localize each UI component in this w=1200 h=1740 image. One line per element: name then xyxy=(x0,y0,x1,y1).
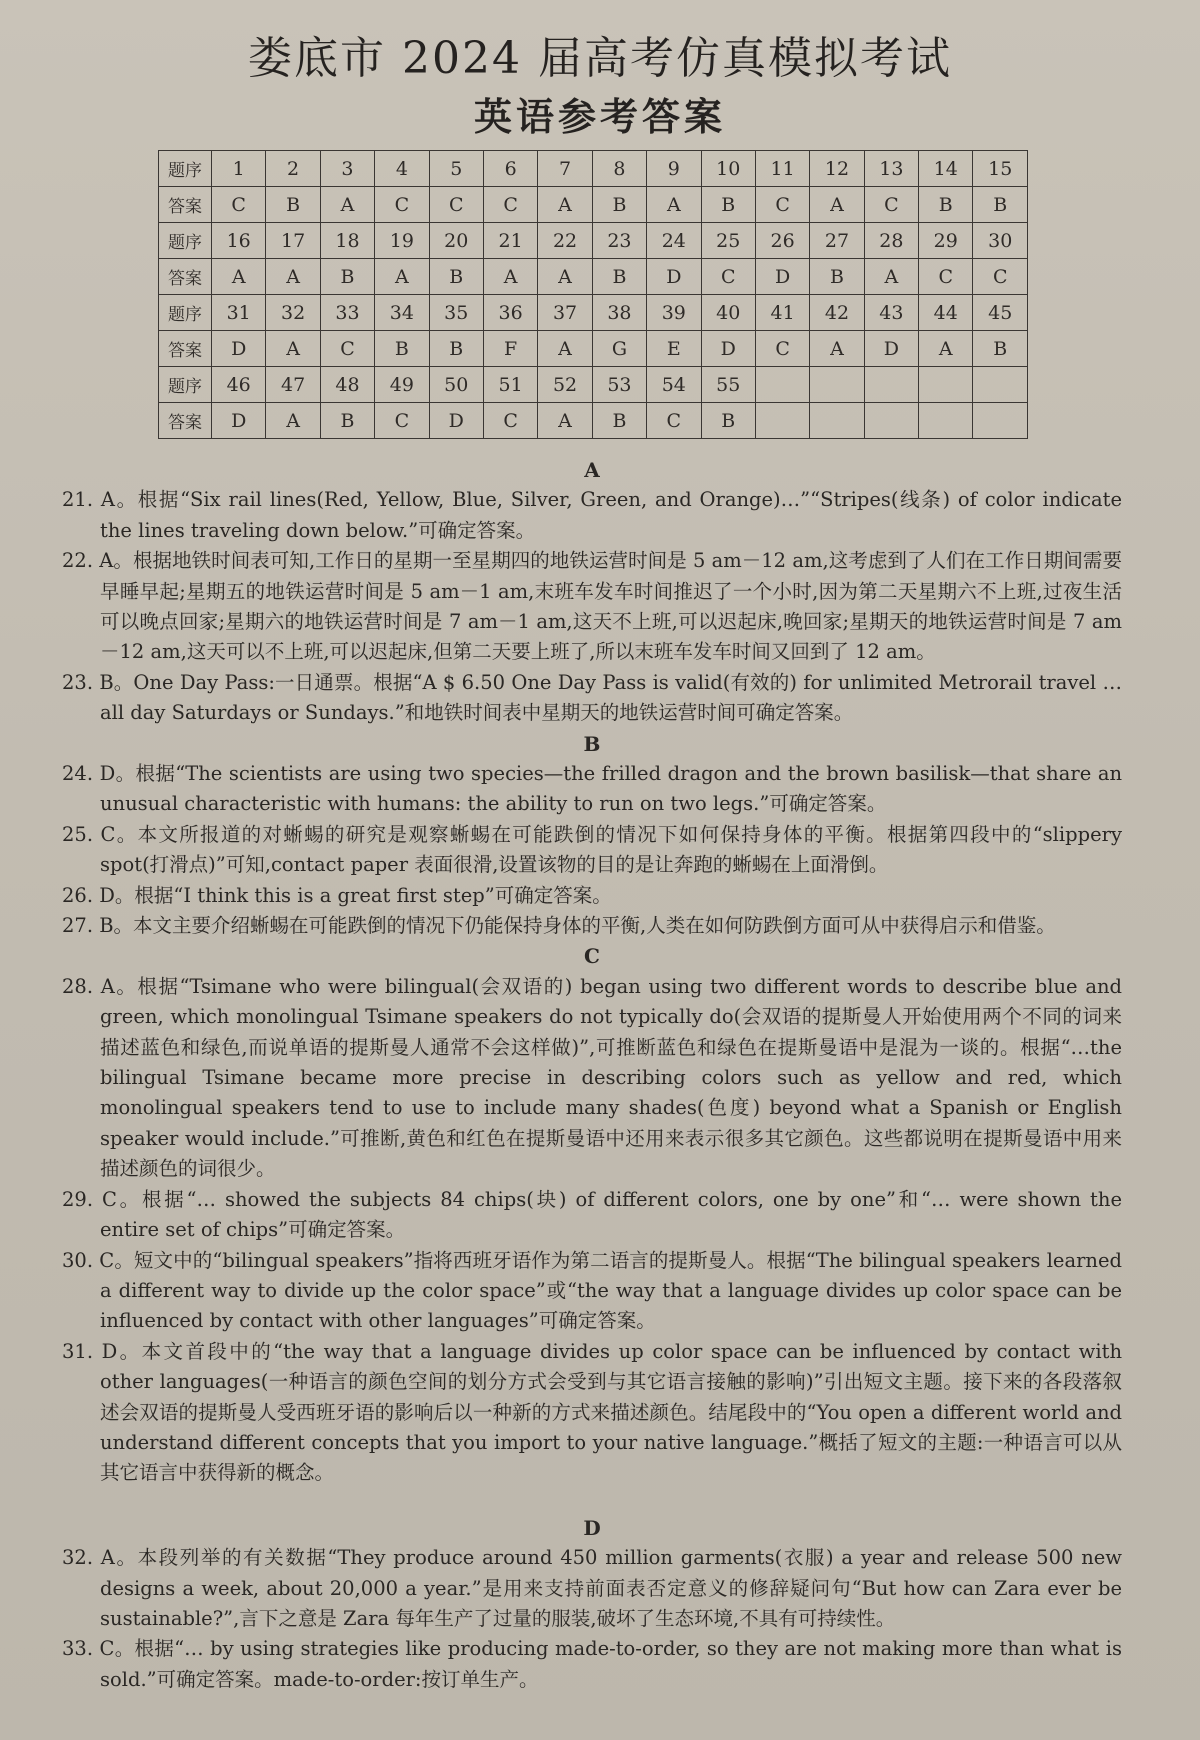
question-number-cell: 17 xyxy=(266,223,320,259)
answer-cell: B xyxy=(701,403,755,439)
question-number-cell: 10 xyxy=(701,151,755,187)
explanation-item: 25. C。本文所报道的对蜥蜴的研究是观察蜥蜴在可能跌倒的情况下如何保持身体的平衡。根据第四段中的“slippery spot(打滑点)”可知,contact paper 表面很滑,设置该物的目的是让奔跑的蜥蜴在上面滑倒。 xyxy=(62,822,1122,877)
answer-cell: C xyxy=(483,187,537,223)
question-number-cell: 35 xyxy=(429,295,483,331)
answer-cell: B xyxy=(592,259,646,295)
question-number-cell: 25 xyxy=(701,223,755,259)
answer-row xyxy=(159,187,1028,223)
answer-cell: D xyxy=(212,331,266,367)
answer-cell: C xyxy=(647,403,701,439)
explanation-item: 21. A。根据“Six rail lines(Red, Yellow, Blue, Silver, Green, and Orange)…”“Stripes(线条) of color indicate the lines traveling down below.”可确定答案。 xyxy=(62,488,1122,542)
answer-cell: B xyxy=(320,403,374,439)
row-header-cell: 答案 xyxy=(159,259,212,295)
answer-cell: A xyxy=(266,331,320,367)
answer-cell: F xyxy=(483,331,537,367)
explanation-item: 28. A。根据“Tsimane who were bilingual(会双语的) began using two different words to describe blue and green, which monolingual Tsimane speakers do not typically do(会双语的提斯曼人开始使用两个不同的词来描述蓝色和绿色,而说单语的提斯曼人通常不会这样做)”,可推断蓝色和绿色在提斯曼语中是混为一谈的。根据“…the bilingual Tsimane became more precise in describing colors such as yellow and red, which monolingual speakers tend to use to include many shades(色度) beyond what a Spanish or English speaker would include.”可推断,黄色和红色在提斯曼语中还用来表示很多其它颜色。这些都说明在提斯曼语中用来描述颜色的词很少。 xyxy=(62,974,1122,1181)
question-number-cell: 30 xyxy=(973,223,1028,259)
question-number-cell: 16 xyxy=(212,223,266,259)
answer-cell: C xyxy=(973,259,1028,295)
answer-cell: B xyxy=(375,331,429,367)
answer-cell: C xyxy=(429,187,483,223)
answer-cell: C xyxy=(375,403,429,439)
question-number-cell: 53 xyxy=(592,367,646,403)
question-number-cell: 3 xyxy=(320,151,374,187)
question-number-cell: 22 xyxy=(538,223,592,259)
question-number-cell: 11 xyxy=(755,151,809,187)
explanation-item: 22. A。根据地铁时间表可知,工作日的星期一至星期四的地铁运营时间是 5 am－12 am,这考虑到了人们在工作日期间需要早睡早起;星期五的地铁运营时间是 5 am－1 am,末班车发车时间推迟了一个小时,因为第二天星期六不上班,过夜生活可以晚点回家;星期六的地铁运营时间是 7 am－1 am,这天不上班,可以迟起床,晚回家;星期天的地铁运营时间是 7 am－12 am,这天可以不上班,可以迟起床,但第二天要上班了,所以末班车发车时间又回到了 12 am。 xyxy=(62,549,1122,664)
question-number-cell: 52 xyxy=(538,367,592,403)
question-number-cell: 45 xyxy=(973,295,1028,331)
question-number-cell: 2 xyxy=(266,151,320,187)
answer-cell: D xyxy=(212,403,266,439)
answer-cell: D xyxy=(429,403,483,439)
row-header-cell: 题序 xyxy=(159,151,212,187)
answer-cell: A xyxy=(538,187,592,223)
question-number-cell: 37 xyxy=(538,295,592,331)
question-number-row xyxy=(159,295,1028,331)
question-number-cell: 5 xyxy=(429,151,483,187)
explanation-item: 24. D。根据“The scientists are using two species—the frilled dragon and the brown basilisk—that share an unusual characteristic with humans: the ability to run on two legs.”可确定答案。 xyxy=(62,762,1122,816)
answer-cell: D xyxy=(864,331,918,367)
question-number-cell: 15 xyxy=(973,151,1028,187)
explanations xyxy=(62,455,1122,1695)
answer-cell: A xyxy=(375,259,429,295)
explanation-item: 23. B。One Day Pass:一日通票。根据“A $ 6.50 One Day Pass is valid(有效的) for unlimited Metrorail travel … all day Saturdays or Sundays.”和地铁时间表中星期天的地铁运营时间可确定答案。 xyxy=(62,670,1122,725)
question-number-cell xyxy=(919,367,973,403)
question-number-cell: 40 xyxy=(701,295,755,331)
question-number-cell: 24 xyxy=(647,223,701,259)
question-number-cell xyxy=(755,367,809,403)
answer-cell: A xyxy=(864,259,918,295)
question-number-cell: 31 xyxy=(212,295,266,331)
answer-cell: A xyxy=(919,331,973,367)
question-number-row xyxy=(159,367,1028,403)
answer-cell: B xyxy=(592,403,646,439)
explanation-item: 30. C。短文中的“bilingual speakers”指将西班牙语作为第二语言的提斯曼人。根据“The bilingual speakers learned a different way to divide up the color space”或“the way that a language divides up color space can be influenced by contact with other languages”可确定答案。 xyxy=(62,1248,1122,1333)
row-header-cell: 题序 xyxy=(159,367,212,403)
answer-cell: B xyxy=(973,187,1028,223)
answer-cell: D xyxy=(755,259,809,295)
explanation-item: 31. D。本文首段中的“the way that a language divides up color space can be influenced by contact with other languages(一种语言的颜色空间的划分方式会受到与其它语言接触的影响)”引出短文主题。接下来的各段落叙述会双语的提斯曼人受西班牙语的影响后以一种新的方式来描述颜色。结尾段中的“You open a different world and understand different concepts that you import to your native language.”概括了短文的主题:一种语言可以从其它语言中获得新的概念。 xyxy=(62,1339,1122,1485)
row-header-cell: 答案 xyxy=(159,331,212,367)
question-number-cell: 47 xyxy=(266,367,320,403)
question-number-cell: 20 xyxy=(429,223,483,259)
answer-row xyxy=(159,259,1028,295)
answer-row xyxy=(159,331,1028,367)
question-number-cell xyxy=(864,367,918,403)
answer-row xyxy=(159,403,1028,439)
question-number-cell: 9 xyxy=(647,151,701,187)
question-number-cell: 41 xyxy=(755,295,809,331)
answer-cell: D xyxy=(647,259,701,295)
answer-cell: A xyxy=(266,259,320,295)
answer-cell: B xyxy=(592,187,646,223)
question-number-cell: 28 xyxy=(864,223,918,259)
answer-cell: A xyxy=(538,259,592,295)
question-number-cell: 7 xyxy=(538,151,592,187)
question-number-cell: 39 xyxy=(647,295,701,331)
answer-cell: B xyxy=(810,259,864,295)
question-number-cell: 54 xyxy=(647,367,701,403)
question-number-cell: 43 xyxy=(864,295,918,331)
row-header-cell: 题序 xyxy=(159,295,212,331)
row-header-cell: 答案 xyxy=(159,187,212,223)
question-number-cell: 34 xyxy=(375,295,429,331)
question-number-cell: 6 xyxy=(483,151,537,187)
question-number-cell: 18 xyxy=(320,223,374,259)
answer-cell: C xyxy=(919,259,973,295)
answer-cell: B xyxy=(266,187,320,223)
row-header-cell: 答案 xyxy=(159,403,212,439)
answer-cell xyxy=(919,403,973,439)
question-number-cell: 46 xyxy=(212,367,266,403)
answer-cell: A xyxy=(320,187,374,223)
answer-cell: B xyxy=(701,187,755,223)
answer-cell: A xyxy=(483,259,537,295)
question-number-cell: 32 xyxy=(266,295,320,331)
question-number-cell: 33 xyxy=(320,295,374,331)
page-subtitle: 英语参考答案 xyxy=(473,94,726,139)
answer-cell: B xyxy=(973,331,1028,367)
question-number-cell: 19 xyxy=(375,223,429,259)
section-label: A xyxy=(584,458,600,482)
answer-cell: B xyxy=(429,259,483,295)
question-number-cell: 1 xyxy=(212,151,266,187)
answer-cell xyxy=(973,403,1028,439)
answer-cell: C xyxy=(701,259,755,295)
answer-cell: G xyxy=(592,331,646,367)
question-number-cell: 29 xyxy=(919,223,973,259)
answer-cell: E xyxy=(647,331,701,367)
question-number-cell: 4 xyxy=(375,151,429,187)
explanation-item: 33. C。根据“… by using strategies like producing made-to-order, so they are not making more than what is sold.”可确定答案。made-to-order:按订单生产。 xyxy=(62,1637,1122,1691)
question-number-cell: 13 xyxy=(864,151,918,187)
answer-cell: C xyxy=(320,331,374,367)
answer-cell: C xyxy=(375,187,429,223)
row-header-cell: 题序 xyxy=(159,223,212,259)
question-number-cell: 55 xyxy=(701,367,755,403)
answer-cell: B xyxy=(429,331,483,367)
section-label: D xyxy=(583,1515,601,1540)
question-number-cell: 8 xyxy=(592,151,646,187)
answer-cell xyxy=(755,403,809,439)
question-number-cell: 49 xyxy=(375,367,429,403)
question-number-row xyxy=(159,151,1028,187)
answer-cell: B xyxy=(320,259,374,295)
answer-cell: C xyxy=(755,331,809,367)
section-label: B xyxy=(583,731,601,756)
answer-cell: A xyxy=(266,403,320,439)
question-number-cell: 26 xyxy=(755,223,809,259)
answer-cell: A xyxy=(647,187,701,223)
question-number-cell: 23 xyxy=(592,223,646,259)
explanation-item: 29. C。根据“… showed the subjects 84 chips(块) of different colors, one by one”和“… were shown the entire set of chips”可确定答案。 xyxy=(62,1187,1122,1242)
answer-cell: A xyxy=(810,331,864,367)
question-number-cell: 50 xyxy=(429,367,483,403)
explanation-item: 27. B。本文主要介绍蜥蜴在可能跌倒的情况下仍能保持身体的平衡,人类在如何防跌倒方面可从中获得启示和借鉴。 xyxy=(62,914,1056,938)
question-number-cell xyxy=(810,367,864,403)
answer-cell: C xyxy=(755,187,809,223)
answer-cell xyxy=(810,403,864,439)
question-number-cell: 51 xyxy=(483,367,537,403)
question-number-cell xyxy=(973,367,1028,403)
question-number-cell: 21 xyxy=(483,223,537,259)
explanation-item: 26. D。根据“I think this is a great first step”可确定答案。 xyxy=(62,883,612,907)
question-number-row xyxy=(159,223,1028,259)
answer-table xyxy=(158,150,1028,439)
answer-cell: A xyxy=(810,187,864,223)
question-number-cell: 36 xyxy=(483,295,537,331)
answer-cell: A xyxy=(212,259,266,295)
answer-cell: B xyxy=(919,187,973,223)
question-number-cell: 42 xyxy=(810,295,864,331)
question-number-cell: 27 xyxy=(810,223,864,259)
answer-cell: A xyxy=(538,331,592,367)
answer-cell: D xyxy=(701,331,755,367)
answer-cell: A xyxy=(538,403,592,439)
answer-cell: C xyxy=(212,187,266,223)
question-number-cell: 38 xyxy=(592,295,646,331)
question-number-cell: 48 xyxy=(320,367,374,403)
answer-cell: C xyxy=(864,187,918,223)
question-number-cell: 14 xyxy=(919,151,973,187)
explanation-item: 32. A。本段列举的有关数据“They produce around 450 million garments(衣服) a year and release 500 new designs a week, about 20,000 a year.”是用来支持前面表否定意义的修辞疑问句“But how can Zara ever be sustainable?”,言下之意是 Zara 每年生产了过量的服装,破坏了生态环境,不具有可持续性。 xyxy=(62,1546,1122,1630)
section-label: C xyxy=(584,944,600,969)
answer-cell xyxy=(864,403,918,439)
question-number-cell: 44 xyxy=(919,295,973,331)
question-number-cell: 12 xyxy=(810,151,864,187)
page-title: 娄底市 2024 届高考仿真模拟考试 xyxy=(248,33,952,84)
answer-cell: C xyxy=(483,403,537,439)
